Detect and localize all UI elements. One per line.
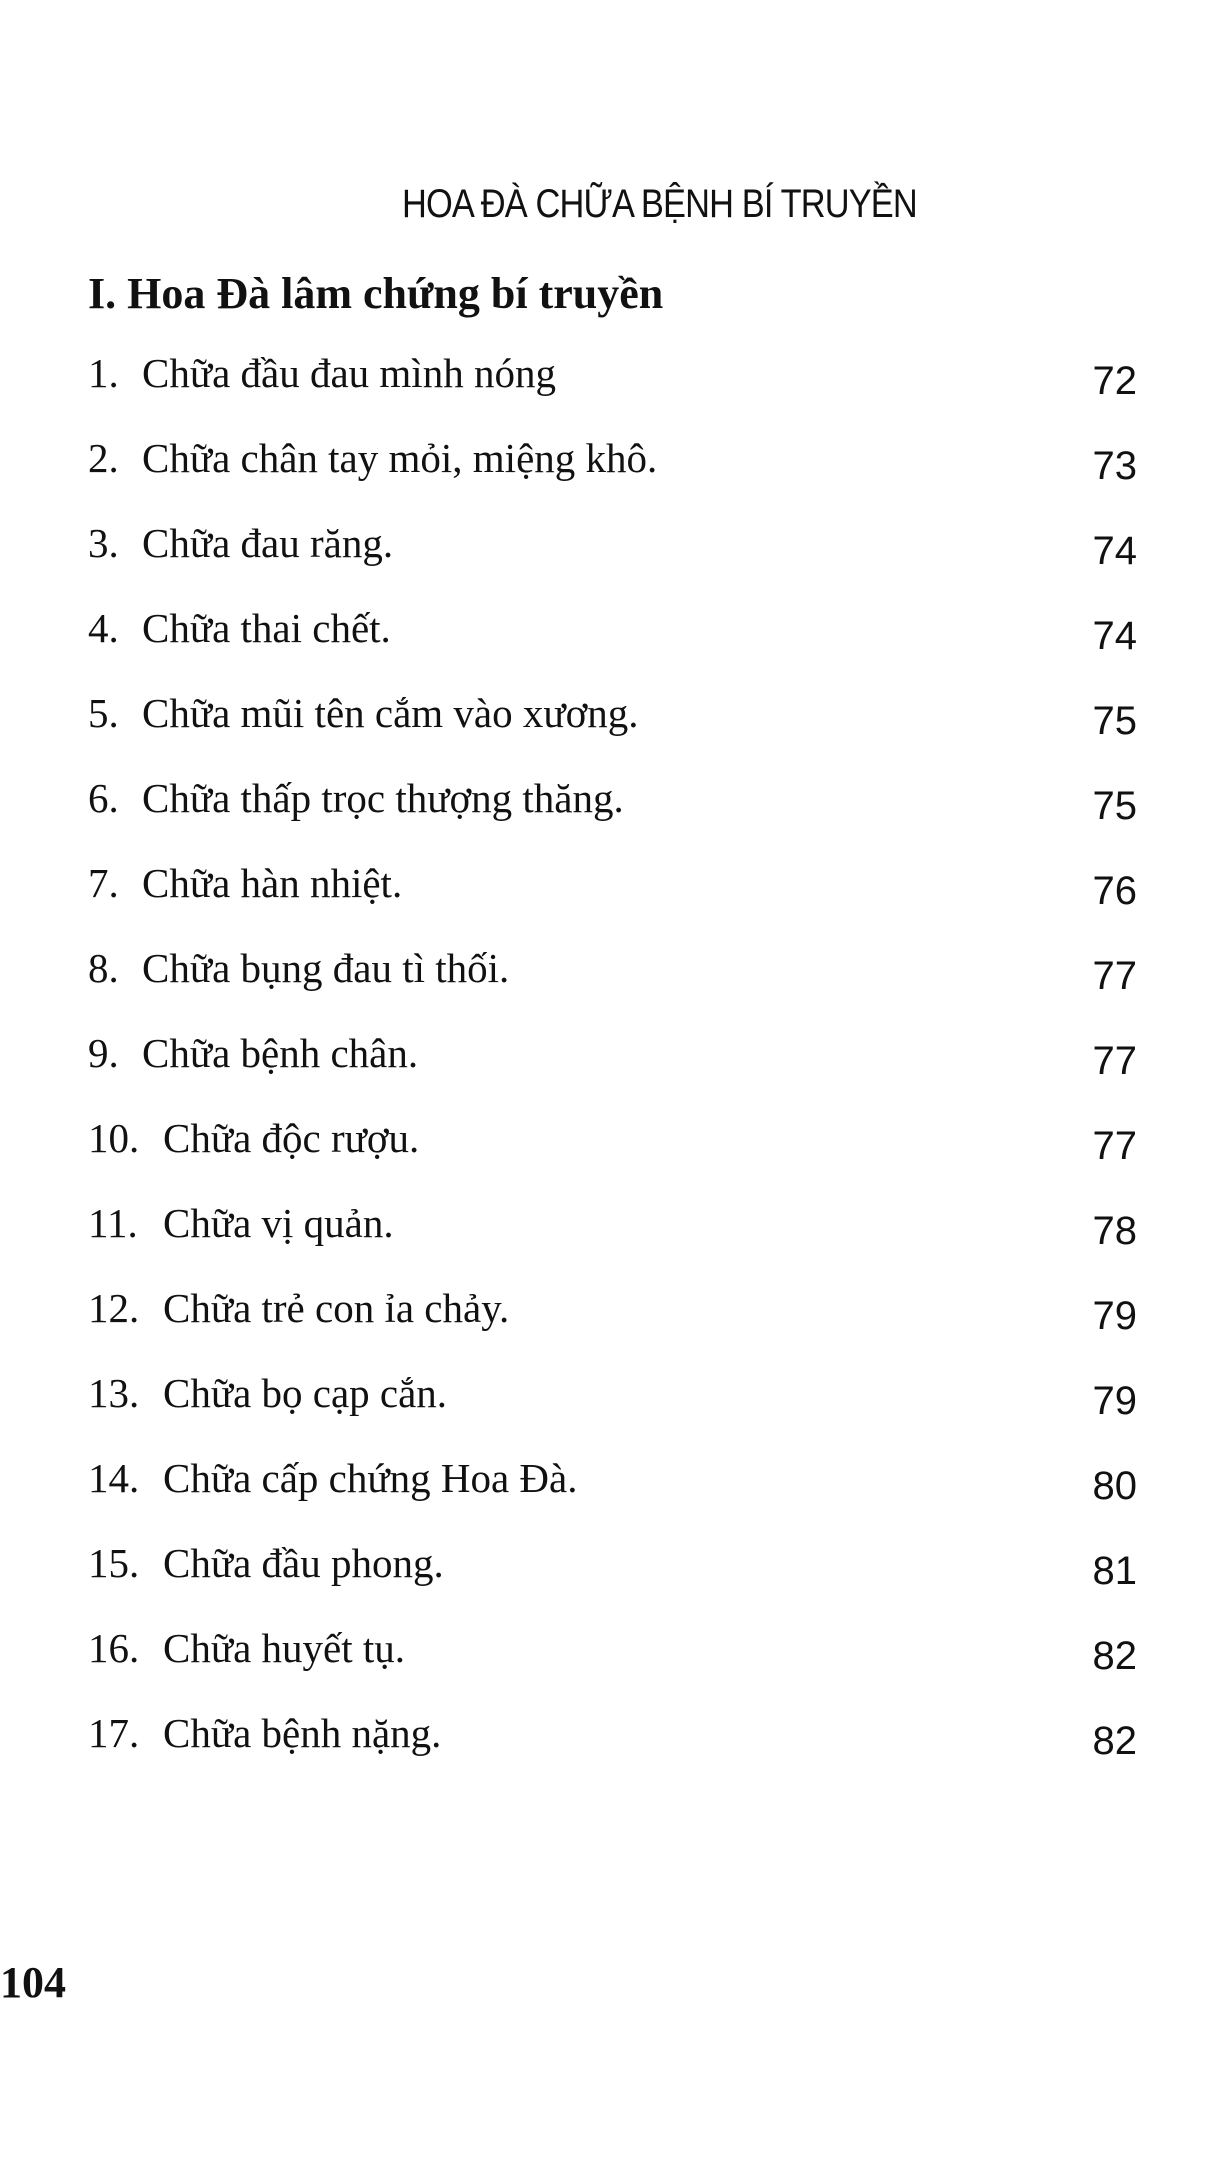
entry-number: 11. bbox=[88, 1200, 138, 1246]
toc-entry bbox=[0, 345, 1222, 430]
entry-number: 7. bbox=[88, 860, 119, 906]
entry-number: 13. bbox=[88, 1370, 140, 1416]
toc-entry bbox=[0, 1025, 1222, 1110]
toc-entry bbox=[0, 855, 1222, 940]
entry-page-number: 75 bbox=[1092, 699, 1137, 743]
toc-entry bbox=[0, 1535, 1222, 1620]
entry-title: Chữa bệnh nặng. bbox=[163, 1710, 442, 1756]
entry-page-number: 82 bbox=[1092, 1634, 1137, 1678]
entry-number: 14. bbox=[88, 1455, 140, 1501]
entry-title: Chữa huyết tụ. bbox=[163, 1625, 405, 1671]
toc-entry bbox=[0, 685, 1222, 770]
entry-page-number: 79 bbox=[1092, 1379, 1137, 1423]
section-heading: I. Hoa Đà lâm chứng bí truyền bbox=[88, 269, 664, 318]
entry-page-number: 80 bbox=[1092, 1464, 1137, 1508]
entry-number: 12. bbox=[88, 1285, 140, 1331]
toc-entry bbox=[0, 1365, 1222, 1450]
entry-title: Chữa cấp chứng Hoa Đà. bbox=[163, 1455, 578, 1501]
toc-list bbox=[0, 345, 1222, 1790]
entry-title: Chữa vị quản. bbox=[163, 1200, 394, 1246]
entry-title: Chữa bọ cạp cắn. bbox=[163, 1370, 448, 1416]
toc-entry bbox=[0, 770, 1222, 855]
toc-entry bbox=[0, 1195, 1222, 1280]
entry-page-number: 78 bbox=[1092, 1209, 1137, 1253]
entry-title: Chữa chân tay mỏi, miệng khô. bbox=[142, 435, 658, 481]
toc-entry bbox=[0, 940, 1222, 1025]
entry-number: 4. bbox=[88, 605, 119, 651]
entry-number: 3. bbox=[88, 520, 119, 566]
entry-page-number: 76 bbox=[1092, 869, 1137, 913]
toc-entry bbox=[0, 1705, 1222, 1790]
toc-entry bbox=[0, 515, 1222, 600]
entry-page-number: 77 bbox=[1092, 1039, 1137, 1083]
entry-page-number: 79 bbox=[1092, 1294, 1137, 1338]
entry-page-number: 82 bbox=[1092, 1719, 1137, 1763]
toc-entry bbox=[0, 1280, 1222, 1365]
entry-page-number: 81 bbox=[1092, 1549, 1137, 1593]
entry-title: Chữa đầu đau mình nóng bbox=[142, 350, 556, 396]
toc-entry bbox=[0, 1450, 1222, 1535]
entry-page-number: 72 bbox=[1092, 359, 1137, 403]
entry-number: 10. bbox=[88, 1115, 140, 1161]
entry-number: 6. bbox=[88, 775, 119, 821]
entry-title: Chữa bụng đau tì thối. bbox=[142, 945, 510, 991]
toc-entry bbox=[0, 1110, 1222, 1195]
entry-page-number: 75 bbox=[1092, 784, 1137, 828]
entry-title: Chữa trẻ con ỉa chảy. bbox=[163, 1285, 510, 1331]
entry-title: Chữa thấp trọc thượng thăng. bbox=[142, 775, 624, 821]
entry-title: Chữa đau răng. bbox=[142, 520, 394, 566]
entry-title: Chữa hàn nhiệt. bbox=[142, 860, 403, 906]
page-number: 104 bbox=[0, 1958, 66, 2007]
entry-number: 9. bbox=[88, 1030, 119, 1076]
entry-number: 15. bbox=[88, 1540, 140, 1586]
entry-title: Chữa bệnh chân. bbox=[142, 1030, 419, 1076]
entry-page-number: 77 bbox=[1092, 1124, 1137, 1168]
entry-title: Chữa thai chết. bbox=[142, 605, 391, 651]
toc-entry bbox=[0, 1620, 1222, 1705]
entry-number: 5. bbox=[88, 690, 119, 736]
entry-number: 17. bbox=[88, 1710, 140, 1756]
entry-title: Chữa đầu phong. bbox=[163, 1540, 444, 1586]
entry-page-number: 74 bbox=[1092, 614, 1137, 658]
entry-number: 16. bbox=[88, 1625, 140, 1671]
running-header: HOA ĐÀ CHỮA BỆNH BÍ TRUYỀN bbox=[402, 182, 917, 226]
entry-number: 2. bbox=[88, 435, 119, 481]
toc-entry bbox=[0, 600, 1222, 685]
entry-page-number: 73 bbox=[1092, 444, 1137, 488]
toc-entry bbox=[0, 430, 1222, 515]
entry-page-number: 74 bbox=[1092, 529, 1137, 573]
entry-title: Chữa độc rượu. bbox=[163, 1115, 420, 1161]
entry-number: 8. bbox=[88, 945, 119, 991]
entry-page-number: 77 bbox=[1092, 954, 1137, 998]
entry-number: 1. bbox=[88, 350, 119, 396]
entry-title: Chữa mũi tên cắm vào xương. bbox=[142, 690, 639, 736]
